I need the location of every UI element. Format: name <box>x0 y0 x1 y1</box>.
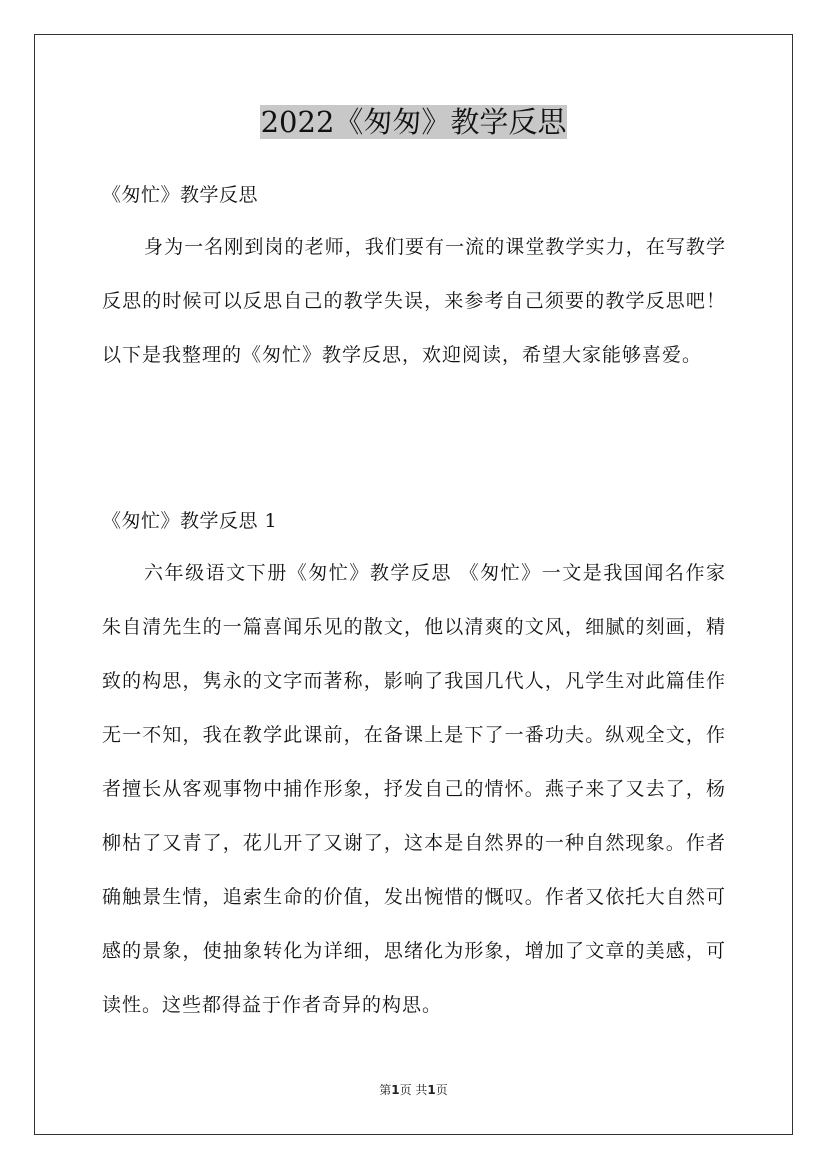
subheading-1: 《匆忙》教学反思 1 <box>102 510 278 532</box>
section-heading: 《匆忙》教学反思 <box>102 184 259 206</box>
footer-page-prefix: 第 <box>379 1083 392 1097</box>
page-footer <box>0 1082 827 1098</box>
footer-page-suffix: 页 <box>435 1083 448 1097</box>
footer-page-total: 1 <box>427 1083 436 1097</box>
paragraph-1: 六年级语文下册《匆忙》教学反思 《匆忙》一文是我国闻名作家朱自清先生的一篇喜闻乐见的散文，他以清爽的文风，细腻的刻画，精致的构思，隽永的文字而著称，影响了我国几代人，凡学生对此篇佳作无一不知，我在教学此课前，在备课上是下了一番功夫。纵观全文，作者擅长从客观事物中捕作形象，抒发自己的情怀。燕子来了又去了，杨柳枯了又青了，花儿开了又谢了，这本是自然界的一种自然现象。作者确触景生情，追索生命的价值，发出惋惜的慨叹。作者又依托大自然可感的景象，使抽象转化为详细，思绪化为形象，增加了文章的美感，可读性。这些都得益于作者奇异的构思。 <box>102 562 726 1016</box>
document-title <box>0 101 827 143</box>
footer-page-middle: 页 共 <box>399 1083 428 1097</box>
document-title-text: 2022《匆匆》教学反思 <box>260 105 567 139</box>
intro-paragraph: 身为一名刚到岗的老师，我们要有一流的课堂教学实力，在写教学反思的时候可以反思自己的教学失误，来参考自己须要的教学反思吧！以下是我整理的《匆忙》教学反思，欢迎阅读，希望大家能够喜爱。 <box>102 236 726 366</box>
footer-page-current: 1 <box>391 1083 400 1097</box>
